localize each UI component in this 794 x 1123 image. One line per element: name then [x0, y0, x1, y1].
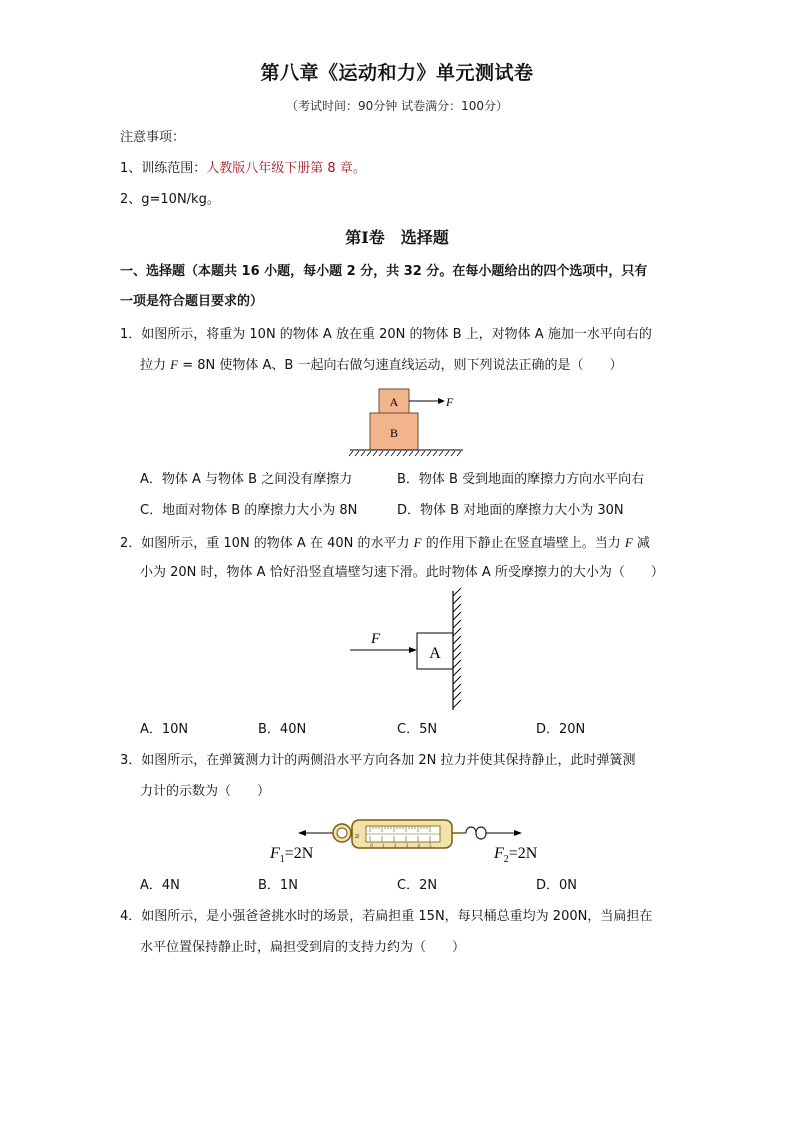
figure-spring-scale	[268, 812, 553, 867]
right-force-label: $F_2=2N$	[494, 845, 538, 865]
question-2-text-c: 减	[632, 536, 650, 551]
exam-info: （考试时间：90分钟 试卷满分：100分）	[286, 99, 508, 113]
force-arrowhead	[438, 398, 445, 404]
page-title: 第八章《运动和力》单元测试卷	[260, 62, 534, 84]
question-1-line-2	[140, 355, 622, 376]
left-arrowhead	[298, 830, 306, 836]
question-2-text-a: 2．如图所示，重 10N 的物体 A 在 40N 的水平力	[120, 536, 414, 551]
question-1-text-a: 拉力	[140, 358, 171, 373]
note-item-1	[120, 159, 366, 179]
right-arrowhead	[514, 830, 522, 836]
question-1-option-d: D．物体 B 对地面的摩擦力大小为 30N	[397, 503, 624, 518]
question-1-option-b: B．物体 B 受到地面的摩擦力方向水平向右	[397, 472, 645, 487]
question-1-option-c: C．地面对物体 B 的摩擦力大小为 8N	[140, 503, 358, 518]
section-instruction-line-2: 一项是符合题目要求的）	[120, 294, 264, 309]
wall-hatching	[453, 588, 461, 708]
question-2-option-c: C．5N	[397, 722, 438, 737]
notes-heading: 注意事项：	[120, 130, 186, 145]
question-1-text-b: = 8N 使物体 A、B 一起向右做匀速直线运动，则下列说法正确的是（ ）	[178, 358, 623, 373]
scale-numbers: 0 1 2 3 4 5	[370, 844, 436, 849]
question-2-option-a: A．10N	[140, 722, 189, 737]
note-item-2: 2、g=10N/kg。	[120, 192, 220, 207]
question-3-option-d: D．0N	[536, 878, 578, 893]
ground-hatching	[349, 451, 461, 456]
force-symbol: F	[413, 535, 422, 550]
force-label: F	[446, 395, 454, 409]
note-item-1-scope: 人教版八年级下册第 8 章。	[206, 161, 366, 176]
question-1-line-1: 1．如图所示，将重为 10N 的物体 A 放在重 20N 的物体 B 上，对物体 A 施加一水平向右的	[120, 327, 652, 342]
note-item-1-label: 1、训练范围：	[120, 161, 207, 176]
question-3-option-c: C．2N	[397, 878, 438, 893]
question-2-option-b: B．40N	[258, 722, 307, 737]
question-4-line-1: 4．如图所示，是小强爸爸挑水时的场景，若扁担重 15N，每只桶总重均为 200N，当扁担在	[120, 909, 653, 924]
force-label: F	[371, 631, 381, 647]
question-2-text-b: 的作用下静止在竖直墙壁上。当力	[421, 536, 625, 551]
figure-block-on-wall	[345, 588, 470, 713]
force-arrowhead	[409, 647, 417, 653]
block-b-label: B	[389, 426, 399, 440]
question-3-option-b: B．1N	[258, 878, 298, 893]
figure-stacked-blocks	[345, 382, 475, 460]
block-a-label: A	[429, 645, 441, 662]
question-1-option-a: A．物体 A 与物体 B 之间没有摩擦力	[140, 472, 353, 487]
force-symbol: F	[624, 535, 633, 550]
question-3-line-1: 3．如图所示，在弹簧测力计的两侧沿水平方向各加 2N 拉力并使其保持静止，此时弹簧测	[120, 753, 636, 768]
question-3-line-2: 力计的示数为（ ）	[140, 784, 271, 799]
scale-hook	[466, 827, 486, 839]
scale-unit: N	[353, 834, 359, 839]
question-3-option-a: A．4N	[140, 878, 180, 893]
left-force-label: $F_1=2N$	[270, 845, 314, 865]
question-2-line-2: 小为 20N 时，物体 A 恰好沿竖直墙壁匀速下滑。此时物体 A 所受摩擦力的大小为（ ）	[140, 565, 664, 580]
question-4-line-2: 水平位置保持静止时，扁担受到肩的支持力约为（ ）	[140, 940, 466, 955]
block-a-label: A	[389, 395, 399, 409]
section-instruction-line-1: 一、选择题（本题共 16 小题，每小题 2 分，共 32 分。在每小题给出的四个选项中，只有	[120, 264, 648, 279]
question-2-line-1	[120, 533, 650, 554]
section-title: 第Ⅰ卷 选择题	[345, 228, 449, 247]
force-symbol: F	[170, 357, 179, 372]
question-2-option-d: D．20N	[536, 722, 586, 737]
